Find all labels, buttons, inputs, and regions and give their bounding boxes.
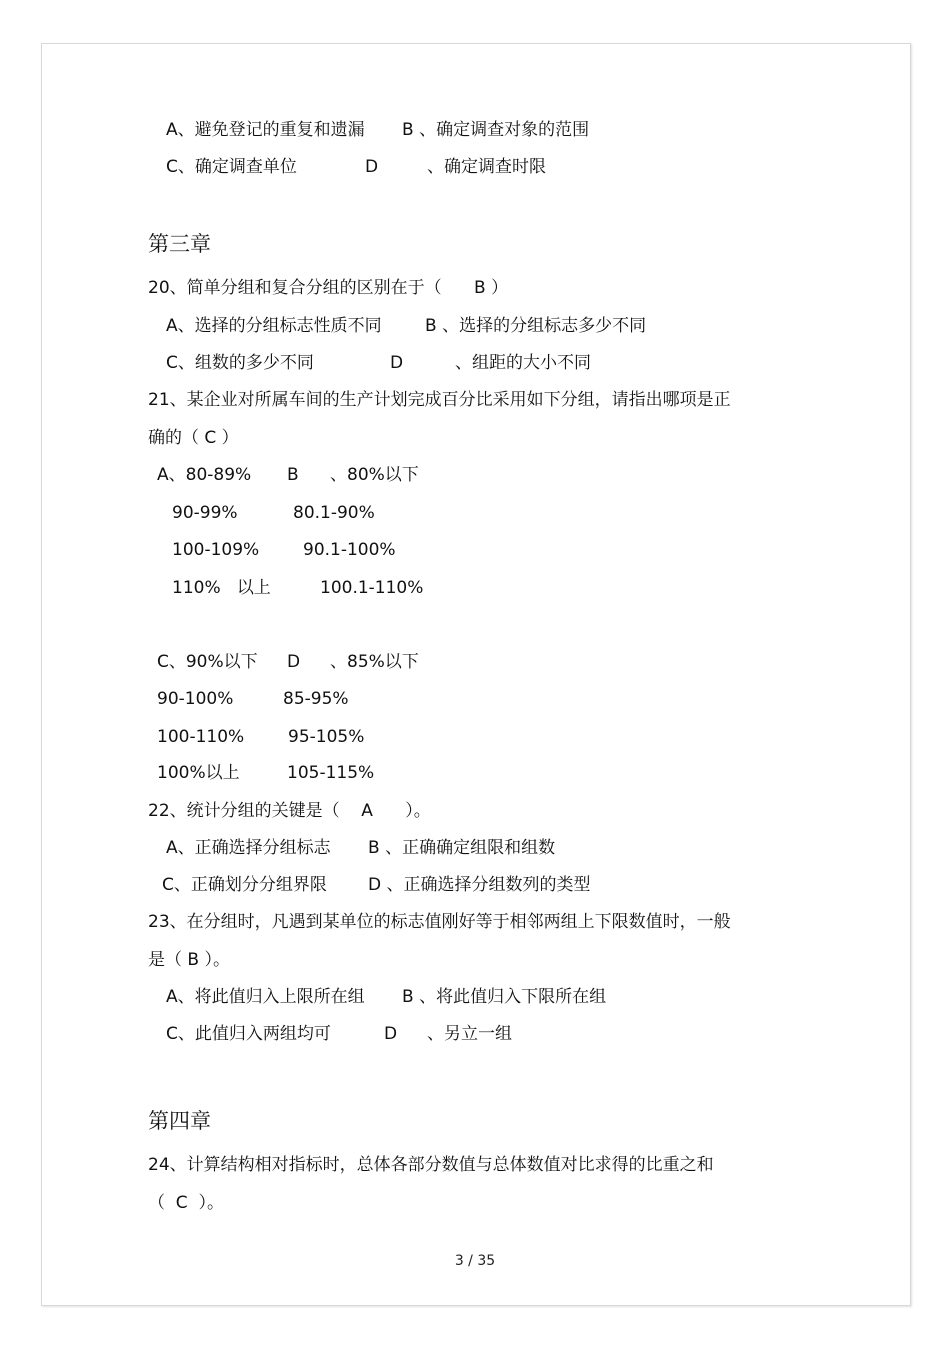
group-c-row: 100-110% <box>157 727 245 747</box>
group-b-row: 100.1-110% <box>320 578 424 598</box>
option-d-letter: D <box>390 353 404 373</box>
group-a-row: 90-99% <box>172 503 238 523</box>
option-b: B 、正确确定组限和组数 <box>368 838 556 858</box>
group-a-label: A、80-89% <box>157 465 252 485</box>
group-d-row: 95-105% <box>288 727 365 747</box>
chapter-heading: 第三章 <box>148 232 211 256</box>
option-b: B 、选择的分组标志多少不同 <box>425 316 647 336</box>
question-23-line1: 23、在分组时，凡遇到某单位的标志值刚好等于相邻两组上下限数值时，一般 <box>148 912 731 932</box>
option-c: C、正确划分分组界限 <box>162 875 327 895</box>
option-d: D 、正确选择分组数列的类型 <box>368 875 591 895</box>
option-d-text: 、确定调查时限 <box>427 157 546 177</box>
group-d-letter: D <box>287 652 301 672</box>
option-d-letter: D <box>365 157 379 177</box>
page-number: 3 / 35 <box>454 1253 496 1269</box>
group-c-row: 90-100% <box>157 689 234 709</box>
group-b-first: 、80%以下 <box>330 465 419 485</box>
question-24-line1: 24、计算结构相对指标时，总体各部分数值与总体数值对比求得的比重之和 <box>148 1155 714 1175</box>
option-a: A、选择的分组标志性质不同 <box>166 316 382 336</box>
group-b-row: 90.1-100% <box>303 540 396 560</box>
question-24-line2: （ C ）。 <box>148 1193 224 1213</box>
group-c-row: 100%以上 <box>157 763 240 783</box>
question-23-line2: 是（ B ）。 <box>148 950 230 970</box>
group-d-row: 85-95% <box>283 689 349 709</box>
chapter-heading: 第四章 <box>148 1109 211 1133</box>
option-a: A、避免登记的重复和遗漏 <box>166 120 365 140</box>
option-b: B 、将此值归入下限所在组 <box>402 987 607 1007</box>
question-21-line1: 21、某企业对所属车间的生产计划完成百分比采用如下分组，请指出哪项是正 <box>148 390 731 410</box>
group-d-row: 105-115% <box>287 763 375 783</box>
group-a-row: 110% 以上 <box>172 578 271 598</box>
group-b-letter: B <box>287 465 299 485</box>
option-a: A、正确选择分组标志 <box>166 838 331 858</box>
option-c: C、此值归入两组均可 <box>166 1024 331 1044</box>
group-c-label: C、90%以下 <box>157 652 258 672</box>
option-a: A、将此值归入上限所在组 <box>166 987 365 1007</box>
option-c: C、确定调查单位 <box>166 157 297 177</box>
question-20: 20、简单分组和复合分组的区别在于（ B ） <box>148 278 509 298</box>
group-b-row: 80.1-90% <box>293 503 375 523</box>
group-d-first: 、85%以下 <box>330 652 419 672</box>
option-c: C、组数的多少不同 <box>166 353 314 373</box>
question-22: 22、统计分组的关键是（ A ）。 <box>148 801 431 821</box>
group-a-row: 100-109% <box>172 540 260 560</box>
question-21-line2: 确的（ C ） <box>148 428 239 448</box>
option-b: B 、确定调查对象的范围 <box>402 120 590 140</box>
option-d-text: 、另立一组 <box>427 1024 512 1044</box>
option-d-text: 、组距的大小不同 <box>455 353 591 373</box>
option-d-letter: D <box>384 1024 398 1044</box>
